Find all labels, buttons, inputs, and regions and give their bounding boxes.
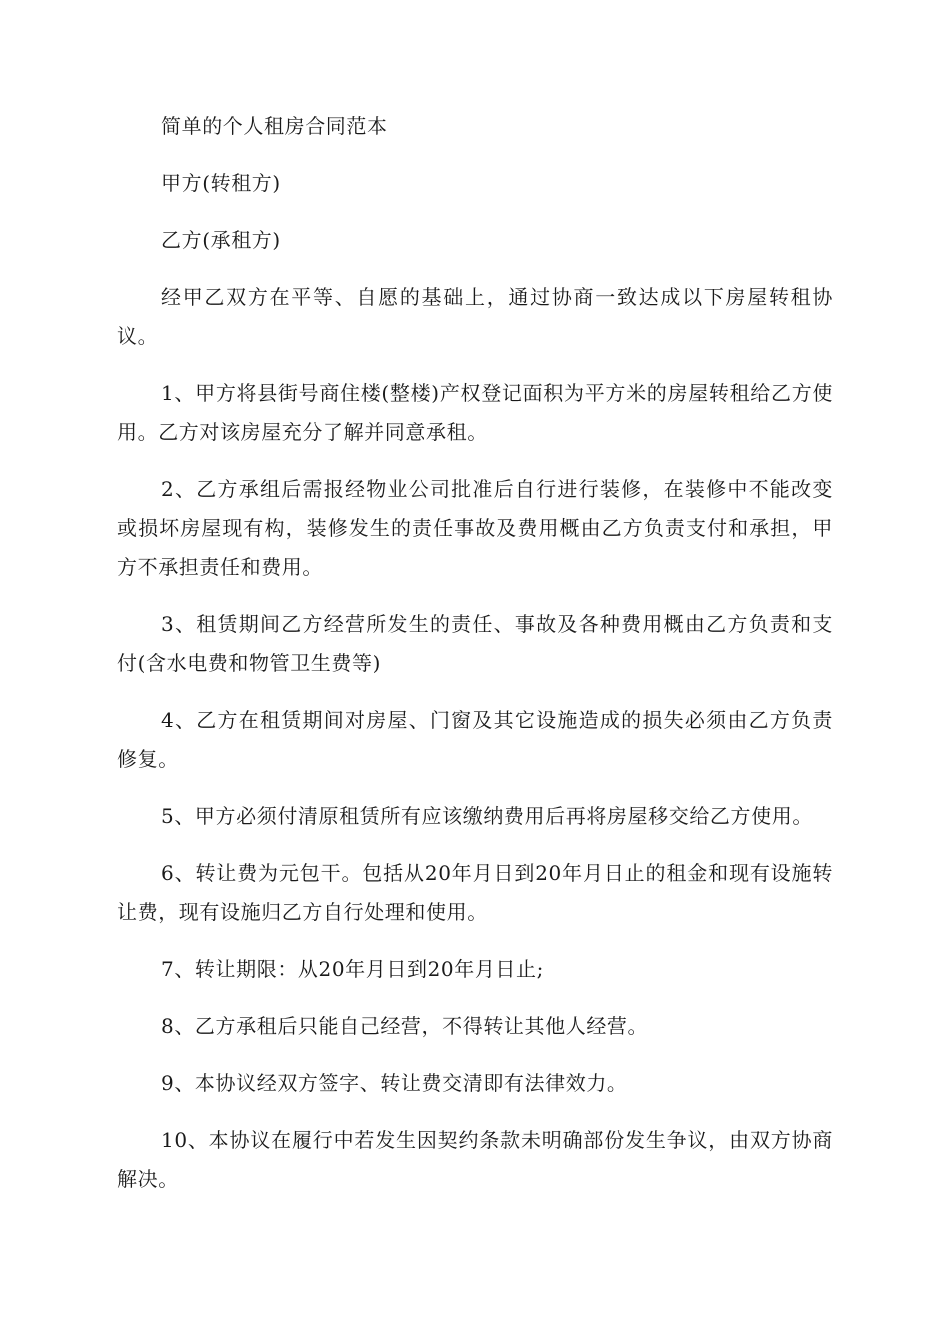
party-a-line: 甲方(转租方) — [161, 171, 281, 195]
clause-4: 4、乙方在租赁期间对房屋、门窗及其它设施造成的损失必须由乙方负责修复。 — [117, 708, 833, 771]
clause-5: 5、甲方必须付清原租赁所有应该缴纳费用后再将房屋移交给乙方使用。 — [161, 804, 813, 828]
clause-1: 1、甲方将县街号商住楼(整楼)产权登记面积为平方米的房屋转租给乙方使用。乙方对该房屋充分了解并同意承租。 — [117, 381, 833, 444]
clause-3: 3、租赁期间乙方经营所发生的责任、事故及各种费用概由乙方负责和支付(含水电费和物管卫生费等) — [117, 612, 833, 675]
clause-8: 8、乙方承租后只能自己经营，不得转让其他人经营。 — [161, 1014, 649, 1038]
clause-2: 2、乙方承组后需报经物业公司批准后自行进行装修，在装修中不能改变或损坏房屋现有构，装修发生的责任事故及费用概由乙方负责支付和承担，甲方不承担责任和费用。 — [117, 477, 833, 579]
party-b-line: 乙方(承租方) — [161, 228, 281, 252]
document-body — [117, 107, 833, 1217]
clause-7: 7、转让期限：从20年月日到20年月日止; — [161, 957, 544, 981]
clause-10: 10、本协议在履行中若发生因契约条款未明确部份发生争议，由双方协商解决。 — [117, 1128, 833, 1191]
clause-6: 6、转让费为元包干。包括从20年月日到20年月日止的租金和现有设施转让费，现有设施归乙方自行处理和使用。 — [117, 861, 833, 924]
clause-9: 9、本协议经双方签字、转让费交清即有法律效力。 — [161, 1071, 628, 1095]
document-title: 简单的个人租房合同范本 — [161, 114, 388, 138]
intro-paragraph: 经甲乙双方在平等、自愿的基础上，通过协商一致达成以下房屋转租协议。 — [117, 285, 833, 348]
